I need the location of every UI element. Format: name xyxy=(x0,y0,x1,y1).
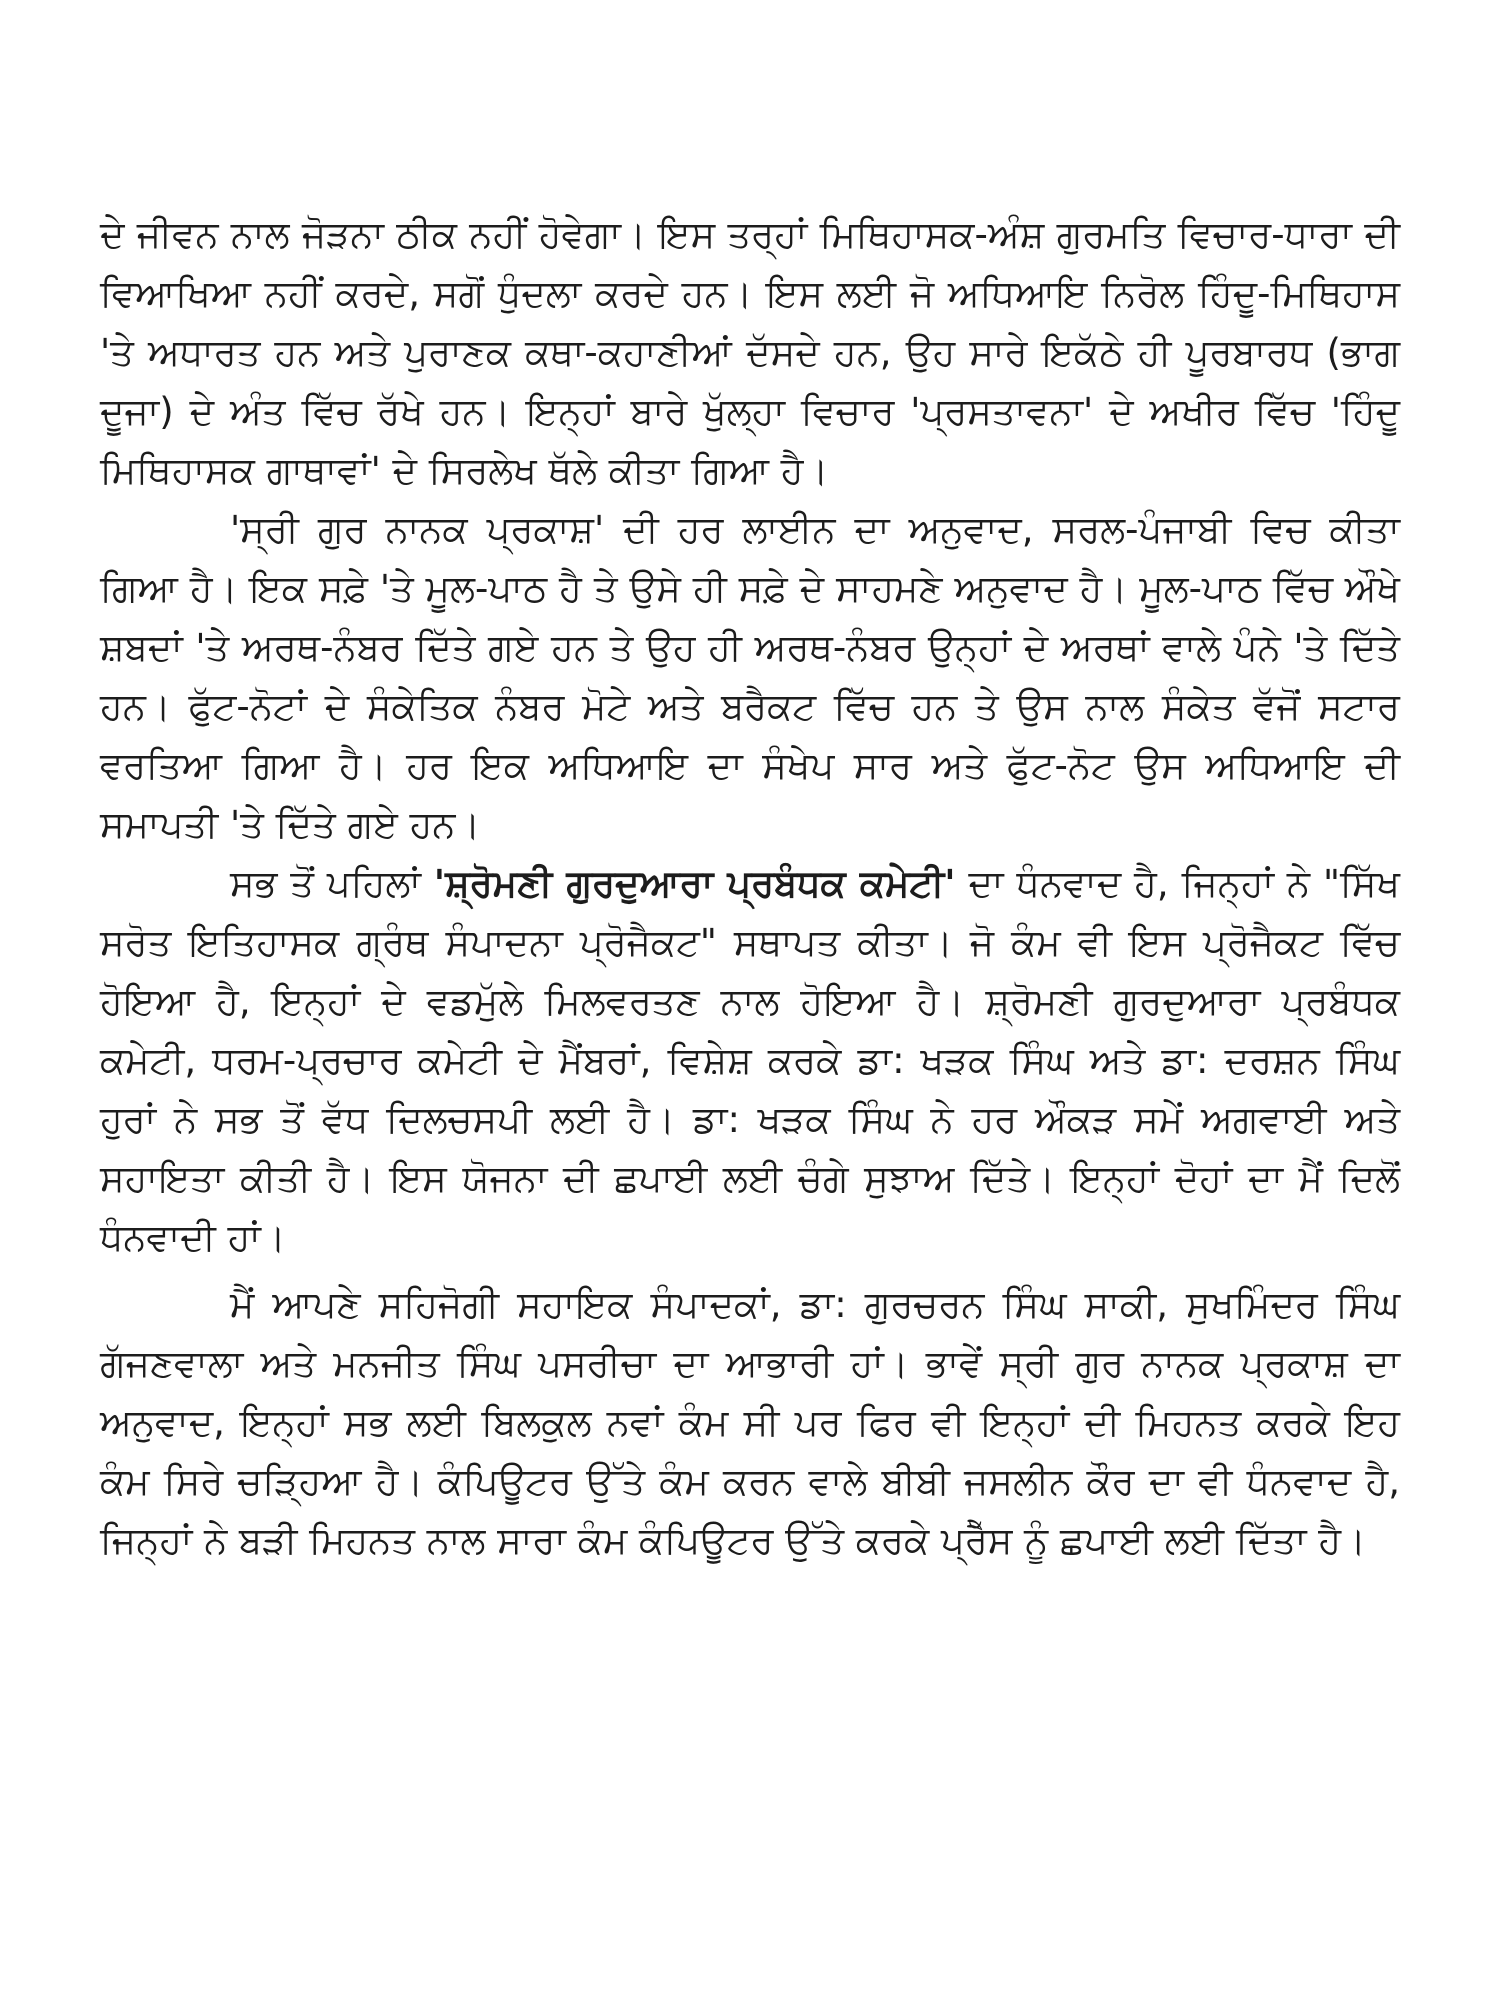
paragraph-3 xyxy=(100,854,1400,1267)
paragraph-4: ਮੈਂ ਆਪਣੇ ਸਹਿਜੋਗੀ ਸਹਾਇਕ ਸੰਪਾਦਕਾਂ, ਡਾ: ਗੁਰਚਰਨ ਸਿੰਘ ਸਾਕੀ, ਸੁਖਮਿੰਦਰ ਸਿੰਘ ਗੱਜਣਵਾਲਾ ਅਤੇ ਮਨਜੀਤ ਸਿੰਘ ਪਸਰੀਚਾ ਦਾ ਆਭਾਰੀ ਹਾਂ। ਭਾਵੇਂ ਸ੍ਰੀ ਗੁਰ ਨਾਨਕ ਪ੍ਰਕਾਸ਼ ਦਾ ਅਨੁਵਾਦ, ਇਨ੍ਹਾਂ ਸਭ ਲਈ ਬਿਲਕੁਲ ਨਵਾਂ ਕੰਮ ਸੀ ਪਰ ਫਿਰ ਵੀ ਇਨ੍ਹਾਂ ਦੀ ਮਿਹਨਤ ਕਰਕੇ ਇਹ ਕੰਮ ਸਿਰੇ ਚੜ੍ਹਿਆ ਹੈ। ਕੰਪਿਊਟਰ ਉੱਤੇ ਕੰਮ ਕਰਨ ਵਾਲੇ ਬੀਬੀ ਜਸਲੀਨ ਕੌਰ ਦਾ ਵੀ ਧੰਨਵਾਦ ਹੈ, ਜਿਨ੍ਹਾਂ ਨੇ ਬੜੀ ਮਿਹਨਤ ਨਾਲ ਸਾਰਾ ਕੰਮ ਕੰਪਿਊਟਰ ਉੱਤੇ ਕਰਕੇ ਪ੍ਰੈੱਸ ਨੂੰ ਛਪਾਈ ਲਈ ਦਿੱਤਾ ਹੈ। xyxy=(100,1283,1400,1562)
paragraph-2: 'ਸ੍ਰੀ ਗੁਰ ਨਾਨਕ ਪ੍ਰਕਾਸ਼' ਦੀ ਹਰ ਲਾਈਨ ਦਾ ਅਨੁਵਾਦ, ਸਰਲ-ਪੰਜਾਬੀ ਵਿਚ ਕੀਤਾ ਗਿਆ ਹੈ। ਇਕ ਸਫ਼ੇ 'ਤੇ ਮੂਲ-ਪਾਠ ਹੈ ਤੇ ਉਸੇ ਹੀ ਸਫ਼ੇ ਦੇ ਸਾਹਮਣੇ ਅਨੁਵਾਦ ਹੈ। ਮੂਲ-ਪਾਠ ਵਿੱਚ ਔਖੇ ਸ਼ਬਦਾਂ 'ਤੇ ਅਰਥ-ਨੰਬਰ ਦਿੱਤੇ ਗਏ ਹਨ ਤੇ ਉਹ ਹੀ ਅਰਥ-ਨੰਬਰ ਉਨ੍ਹਾਂ ਦੇ ਅਰਥਾਂ ਵਾਲੇ ਪੰਨੇ 'ਤੇ ਦਿੱਤੇ ਹਨ। ਫੁੱਟ-ਨੋਟਾਂ ਦੇ ਸੰਕੇਤਿਕ ਨੰਬਰ ਮੋਟੇ ਅਤੇ ਬਰੈਕਟ ਵਿੱਚ ਹਨ ਤੇ ਉਸ ਨਾਲ ਸੰਕੇਤ ਵੱਜੋਂ ਸਟਾਰ ਵਰਤਿਆ ਗਿਆ ਹੈ। ਹਰ ਇਕ ਅਧਿਆਇ ਦਾ ਸੰਖੇਪ ਸਾਰ ਅਤੇ ਫੁੱਟ-ਨੋਟ ਉਸ ਅਧਿਆਇ ਦੀ ਸਮਾਪਤੀ 'ਤੇ ਦਿੱਤੇ ਗਏ ਹਨ। xyxy=(100,508,1400,846)
committee-name-bold: 'ਸ਼੍ਰੋਮਣੀ ਗੁਰਦੁਆਰਾ ਪ੍ਰਬੰਧਕ ਕਮੇਟੀ' xyxy=(433,862,956,905)
paragraph-3-suffix: ਦਾ ਧੰਨਵਾਦ ਹੈ, ਜਿਨ੍ਹਾਂ ਨੇ "ਸਿੱਖ ਸਰੋਤ ਇਤਿਹਾਸਕ ਗ੍ਰੰਥ ਸੰਪਾਦਨਾ ਪ੍ਰੋਜੈਕਟ" ਸਥਾਪਤ ਕੀਤਾ। ਜੋ ਕੰਮ ਵੀ ਇਸ ਪ੍ਰੋਜੈਕਟ ਵਿੱਚ ਹੋਇਆ ਹੈ, ਇਨ੍ਹਾਂ ਦੇ ਵਡਮੁੱਲੇ ਮਿਲਵਰਤਣ ਨਾਲ ਹੋਇਆ ਹੈ। ਸ਼੍ਰੋਮਣੀ ਗੁਰਦੁਆਰਾ ਪ੍ਰਬੰਧਕ ਕਮੇਟੀ, ਧਰਮ-ਪ੍ਰਚਾਰ ਕਮੇਟੀ ਦੇ ਮੈਂਬਰਾਂ, ਵਿਸ਼ੇਸ਼ ਕਰਕੇ ਡਾ: ਖੜਕ ਸਿੰਘ ਅਤੇ ਡਾ: ਦਰਸ਼ਨ ਸਿੰਘ ਹੁਰਾਂ ਨੇ ਸਭ ਤੋਂ ਵੱਧ ਦਿਲਚਸਪੀ ਲਈ ਹੈ। ਡਾ: ਖੜਕ ਸਿੰਘ ਨੇ ਹਰ ਔਕੜ ਸਮੇਂ ਅਗਵਾਈ ਅਤੇ ਸਹਾਇਤਾ ਕੀਤੀ ਹੈ। ਇਸ ਯੋਜਨਾ ਦੀ ਛਪਾਈ ਲਈ ਚੰਗੇ ਸੁਝਾਅ ਦਿੱਤੇ। ਇਨ੍ਹਾਂ ਦੋਹਾਂ ਦਾ ਮੈਂ ਦਿਲੋਂ ਧੰਨਵਾਦੀ ਹਾਂ। xyxy=(100,862,1400,1259)
paragraph-1: ਦੇ ਜੀਵਨ ਨਾਲ ਜੋੜਨਾ ਠੀਕ ਨਹੀਂ ਹੋਵੇਗਾ। ਇਸ ਤਰ੍ਹਾਂ ਮਿਥਿਹਾਸਕ-ਅੰਸ਼ ਗੁਰਮਤਿ ਵਿਚਾਰ-ਧਾਰਾ ਦੀ ਵਿਆਖਿਆ ਨਹੀਂ ਕਰਦੇ, ਸਗੋਂ ਧੁੰਦਲਾ ਕਰਦੇ ਹਨ। ਇਸ ਲਈ ਜੋ ਅਧਿਆਇ ਨਿਰੋਲ ਹਿੰਦੂ-ਮਿਥਿਹਾਸ 'ਤੇ ਅਧਾਰਤ ਹਨ ਅਤੇ ਪੁਰਾਣਕ ਕਥਾ-ਕਹਾਣੀਆਂ ਦੱਸਦੇ ਹਨ, ਉਹ ਸਾਰੇ ਇਕੱਠੇ ਹੀ ਪੂਰਬਾਰਧ (ਭਾਗ ਦੂਜਾ) ਦੇ ਅੰਤ ਵਿੱਚ ਰੱਖੇ ਹਨ। ਇਨ੍ਹਾਂ ਬਾਰੇ ਖੁੱਲ੍ਹਾ ਵਿਚਾਰ 'ਪ੍ਰਸਤਾਵਨਾ' ਦੇ ਅਖੀਰ ਵਿੱਚ 'ਹਿੰਦੂ ਮਿਥਿਹਾਸਕ ਗਾਥਾਵਾਂ' ਦੇ ਸਿਰਲੇਖ ਥੱਲੇ ਕੀਤਾ ਗਿਆ ਹੈ। xyxy=(100,213,1400,492)
body-text xyxy=(100,205,1400,1570)
paragraph-3-prefix: ਸਭ ਤੋਂ ਪਹਿਲਾਂ xyxy=(230,862,434,905)
